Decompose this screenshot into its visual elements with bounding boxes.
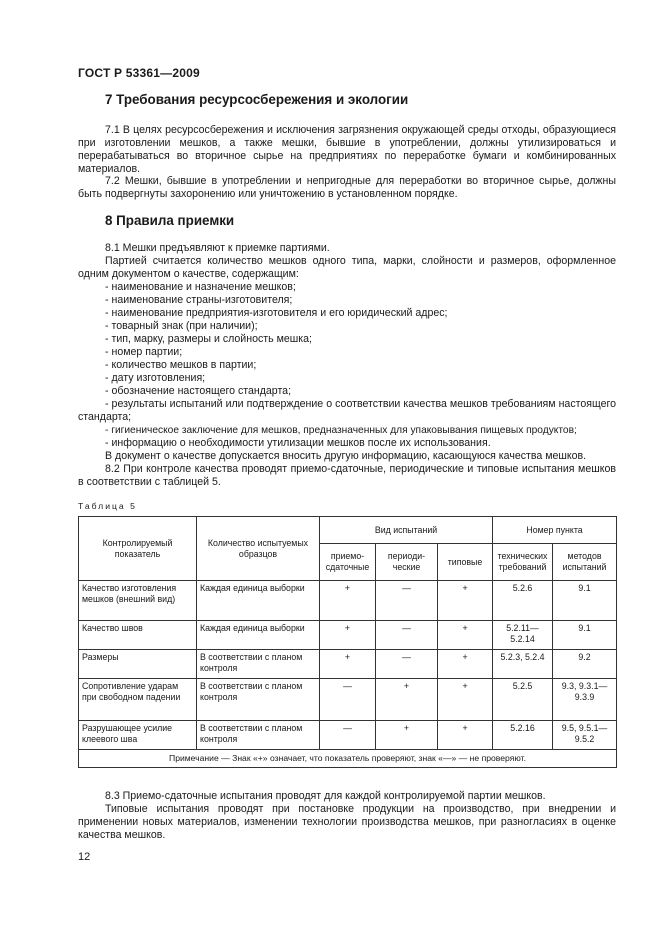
list-item: - количество мешков в партии; bbox=[105, 359, 257, 371]
paragraph-7-2: 7.2 Мешки, бывшие в употреблении и непригодные для переработки во вторичное сырье, должны быть подвергнуты захоронению или уничтожению в установленном порядке. bbox=[78, 175, 616, 200]
paragraph-8-1-lot: Партией считается количество мешков одного типа, марки, слойности и размеров, оформленное одним документом о качестве, содержащим: bbox=[78, 255, 616, 280]
header-clause-number: Номер пункта bbox=[493, 517, 617, 544]
cell-periodic: — bbox=[376, 621, 438, 650]
list-item: - наименование предприятия-изготовителя и его юридический адрес; bbox=[105, 307, 448, 319]
header-periodic: периоди-ческие bbox=[376, 544, 438, 581]
table-row bbox=[79, 679, 617, 721]
cell-method: 9.5, 9.5.1—9.5.2 bbox=[553, 721, 617, 750]
list-item-recycling: - информацию о необходимости утилизации мешков после их использования. bbox=[105, 437, 491, 449]
list-item-hygiene: - гигиеническое заключение для мешков, предназначенных для упаковывания пищевых продуктов; bbox=[105, 425, 577, 436]
cell-method: 9.2 bbox=[553, 650, 617, 679]
cell-method: 9.1 bbox=[553, 621, 617, 650]
section-8-title: 8 Правила приемки bbox=[105, 213, 235, 228]
cell-count: В соответствии с планом контроля bbox=[197, 721, 320, 750]
list-item: - обозначение настоящего стандарта; bbox=[105, 385, 292, 397]
cell-acceptance: — bbox=[320, 679, 376, 721]
table-row bbox=[79, 650, 617, 679]
header-type: типовые bbox=[438, 544, 493, 581]
cell-indicator: Размеры bbox=[79, 650, 197, 679]
cell-method: 9.1 bbox=[553, 581, 617, 621]
list-item: - дату изготовления; bbox=[105, 372, 206, 384]
cell-type: + bbox=[438, 679, 493, 721]
section-7-title: 7 Требования ресурсосбережения и экологии bbox=[105, 92, 409, 107]
paragraph-8-3-type-tests: Типовые испытания проводят при постановке продукции на производство, при внедрении и применении новых материалов, изменении технологии производства мешков, при разногласиях в оценке качества мешков. bbox=[78, 803, 616, 841]
paragraph-7-1: 7.1 В целях ресурсосбережения и исключения загрязнения окружающей среды отходы, образующиеся при изготовлении мешков, а также мешки, бывшие в употреблении, должны утилизироваться и перерабатываться во вторичное сырье на предприятиях по переработке бумаги и комбинированных материалов. bbox=[78, 124, 616, 175]
cell-indicator: Качество швов bbox=[79, 621, 197, 650]
cell-indicator: Разрушающее усилие клеевого шва bbox=[79, 721, 197, 750]
table-row bbox=[79, 621, 617, 650]
header-sample-count: Количество испытуемых образцов bbox=[197, 517, 320, 581]
header-test-kind: Вид испытаний bbox=[320, 517, 493, 544]
table-row bbox=[79, 721, 617, 750]
table-5 bbox=[78, 516, 617, 768]
cell-indicator: Качество изготовления мешков (внешний вид) bbox=[79, 581, 197, 621]
list-item: - товарный знак (при наличии); bbox=[105, 320, 258, 332]
header-acceptance: приемо-сдаточные bbox=[320, 544, 376, 581]
list-item: - номер партии; bbox=[105, 346, 183, 358]
list-item: - наименование и назначение мешков; bbox=[105, 281, 296, 293]
cell-periodic: + bbox=[376, 679, 438, 721]
cell-requirement: 5.2.16 bbox=[493, 721, 553, 750]
table-caption: Таблица 5 bbox=[78, 501, 137, 511]
page-number: 12 bbox=[78, 851, 91, 863]
header-indicator: Контролируемый показатель bbox=[79, 517, 197, 581]
document-header: ГОСТ Р 53361—2009 bbox=[78, 66, 200, 80]
cell-type: + bbox=[438, 621, 493, 650]
cell-count: В соответствии с планом контроля bbox=[197, 650, 320, 679]
paragraph-8-3: 8.3 Приемо-сдаточные испытания проводят для каждой контролируемой партии мешков. bbox=[105, 790, 546, 802]
cell-requirement: 5.2.5 bbox=[493, 679, 553, 721]
cell-type: + bbox=[438, 650, 493, 679]
cell-acceptance: + bbox=[320, 621, 376, 650]
paragraph-8-2: 8.2 При контроле качества проводят приемо-сдаточные, периодические и типовые испытания мешков в соответствии с таблицей 5. bbox=[78, 463, 616, 488]
cell-periodic: — bbox=[376, 581, 438, 621]
paragraph-8-1-other: В документ о качестве допускается вносить другую информацию, касающуюся качества мешков. bbox=[105, 450, 587, 462]
header-test-methods: методов испытаний bbox=[553, 544, 617, 581]
table-note-row bbox=[79, 750, 617, 768]
paragraph-8-1: 8.1 Мешки предъявляют к приемке партиями. bbox=[105, 242, 330, 254]
cell-acceptance: + bbox=[320, 581, 376, 621]
list-item-test-results: - результаты испытаний или подтверждение о соответствии качества мешков требованиям настоящего стандарта; bbox=[78, 398, 616, 423]
cell-requirement: 5.2.6 bbox=[493, 581, 553, 621]
cell-type: + bbox=[438, 581, 493, 621]
cell-indicator: Сопротивление ударам при свободном падении bbox=[79, 679, 197, 721]
cell-count: Каждая единица выборки bbox=[197, 581, 320, 621]
list-item: - наименование страны-изготовителя; bbox=[105, 294, 293, 306]
cell-requirement: 5.2.11—5.2.14 bbox=[493, 621, 553, 650]
table-note: Примечание — Знак «+» означает, что показатель проверяют, знак «—» — не проверяют. bbox=[79, 750, 617, 768]
cell-acceptance: + bbox=[320, 650, 376, 679]
cell-acceptance: — bbox=[320, 721, 376, 750]
cell-periodic: — bbox=[376, 650, 438, 679]
cell-periodic: + bbox=[376, 721, 438, 750]
cell-count: В соответствии с планом контроля bbox=[197, 679, 320, 721]
cell-requirement: 5.2.3, 5.2.4 bbox=[493, 650, 553, 679]
list-item: - тип, марку, размеры и слойность мешка; bbox=[105, 333, 312, 345]
table-row bbox=[79, 581, 617, 621]
cell-type: + bbox=[438, 721, 493, 750]
cell-count: Каждая единица выборки bbox=[197, 621, 320, 650]
cell-method: 9.3, 9.3.1—9.3.9 bbox=[553, 679, 617, 721]
header-tech-requirements: технических требований bbox=[493, 544, 553, 581]
